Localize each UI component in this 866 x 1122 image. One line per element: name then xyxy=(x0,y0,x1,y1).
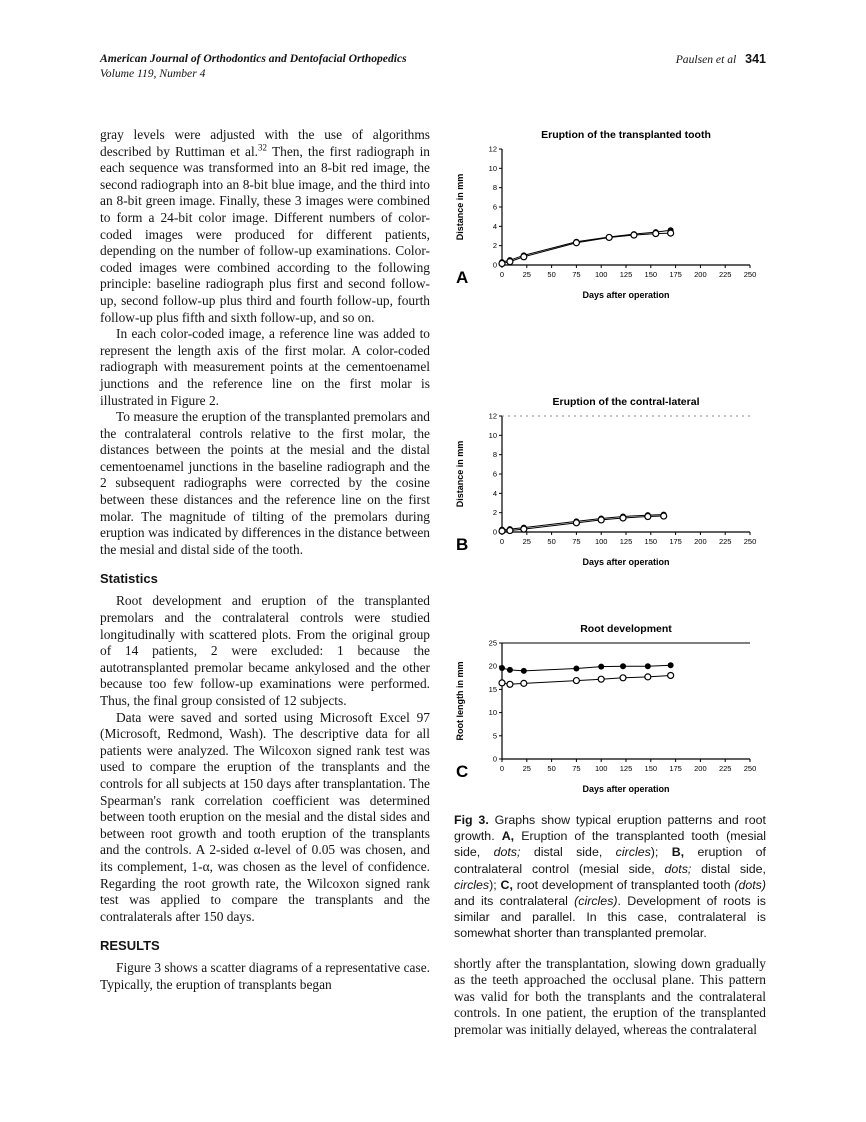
svg-text:8: 8 xyxy=(492,183,497,193)
paragraph-results-continued: shortly after the transplantation, slowing down gradually as the teeth approached the occlusal plane. This pattern was valid for both the transplants and the contralateral controls. In one patient, the eruption of the transplanted premolar was initially delayed, whereas the contralateral xyxy=(454,955,766,1037)
svg-text:100: 100 xyxy=(594,270,608,279)
svg-text:250: 250 xyxy=(743,537,757,546)
svg-text:250: 250 xyxy=(743,270,757,279)
svg-text:Eruption of the transplanted t: Eruption of the transplanted tooth xyxy=(541,129,711,141)
svg-text:175: 175 xyxy=(669,764,682,773)
svg-text:15: 15 xyxy=(488,684,497,694)
svg-text:175: 175 xyxy=(669,270,682,279)
svg-text:A: A xyxy=(456,268,469,287)
svg-text:25: 25 xyxy=(522,764,531,773)
heading-results: RESULTS xyxy=(100,938,160,954)
svg-text:Root length in mm: Root length in mm xyxy=(455,661,465,741)
svg-text:75: 75 xyxy=(572,270,581,279)
running-head xyxy=(676,52,766,66)
svg-text:C: C xyxy=(456,762,469,781)
svg-text:Days after operation: Days after operation xyxy=(582,290,670,300)
journal-info xyxy=(100,52,407,81)
svg-text:6: 6 xyxy=(492,202,497,212)
svg-text:8: 8 xyxy=(492,450,497,460)
left-column xyxy=(100,127,430,1039)
svg-text:0: 0 xyxy=(499,537,505,546)
svg-text:B: B xyxy=(456,535,469,554)
svg-text:225: 225 xyxy=(718,764,732,773)
svg-text:50: 50 xyxy=(547,270,556,279)
svg-text:20: 20 xyxy=(488,661,497,671)
svg-text:75: 75 xyxy=(572,537,581,546)
svg-text:Distance in mm: Distance in mm xyxy=(455,440,465,508)
svg-text:2: 2 xyxy=(492,241,497,251)
svg-text:10: 10 xyxy=(488,430,497,440)
svg-text:2: 2 xyxy=(492,508,497,518)
header-authors: Paulsen et al xyxy=(675,53,737,66)
svg-text:25: 25 xyxy=(522,270,531,279)
svg-text:Root development: Root development xyxy=(580,623,672,635)
svg-text:125: 125 xyxy=(619,537,633,546)
svg-text:12: 12 xyxy=(488,144,497,154)
svg-text:12: 12 xyxy=(488,411,497,421)
svg-text:200: 200 xyxy=(694,537,707,546)
svg-text:4: 4 xyxy=(492,488,497,498)
figure-caption: Fig 3. Graphs show typical eruption patterns and root growth. A, Eruption of the transplanted tooth (mesial side, dots; distal side, circles); B, eruption of contralateral control (mesial side, dots; distal side, circles); C, root development of transplanted tooth (dots) and its contralateral (circles). Development of roots is similar and parallel. In this case, contralateral is somewhat shorter than transplanted premolar. xyxy=(454,813,767,941)
chart-b-eruption-contralateral xyxy=(454,394,764,577)
svg-text:150: 150 xyxy=(644,537,658,546)
svg-text:75: 75 xyxy=(572,764,581,773)
svg-text:25: 25 xyxy=(488,638,497,648)
two-column-layout xyxy=(100,127,766,1039)
svg-text:10: 10 xyxy=(488,163,497,173)
svg-text:10: 10 xyxy=(488,708,497,718)
heading-statistics: Statistics xyxy=(100,571,158,587)
paragraph-statistics-subjects: Root development and eruption of the transplanted premolars and the contralateral controls were studied longitudinally with scattered plots. From the original group of 14 patients, 2 were excluded: 1 because the autotransplanted premolar became ankylosed and the other because too few follow-up examinations were performed. Thus, the final group consisted of 12 subjects. xyxy=(100,593,430,708)
svg-text:0: 0 xyxy=(499,764,505,773)
journal-volume: Volume 119, Number 4 xyxy=(100,66,206,80)
right-column xyxy=(454,127,766,1039)
svg-text:25: 25 xyxy=(522,537,531,546)
svg-text:200: 200 xyxy=(694,270,707,279)
svg-text:125: 125 xyxy=(619,270,633,279)
svg-text:0: 0 xyxy=(492,260,497,270)
svg-text:Days after operation: Days after operation xyxy=(582,557,670,567)
svg-text:150: 150 xyxy=(644,270,658,279)
svg-text:225: 225 xyxy=(718,537,732,546)
chart-c-root-development xyxy=(454,621,764,804)
paragraph-gray-levels: gray levels were adjusted with the use of algorithms described by Ruttiman et al.$^{32}$ Then, the first radiograph in each sequence was transformed into an 8-bit red image, the second radiograph into an 8-bit blue image, and the third into an 8-bit green image. Finally, these 3 images were combined to form a 24-bit color image. Different numbers of color-coded images were produced for different patients, depending on the number of follow-up examinations. Color-coded images were combined according to the following principle: baseline radiograph plus first and second follow-up, second follow-up plus third and fourth follow-up, fourth follow-up plus fifth and sixth follow-up, and so on. xyxy=(100,127,430,325)
page-header xyxy=(100,52,766,81)
paragraph-measurement-method: To measure the eruption of the transplanted premolars and the contralateral controls relative to the first molar, the distances between the points at the mesial and the distal cementoenamel junctions in the baseline radiograph and the 2 subsequent radiographs were corrected by the cosine between these distances and the reference line on the first molar. The magnitude of tilting of the premolars during eruption was indicated by differences in the distance between the mesial and distal side of the tooth. xyxy=(100,409,430,557)
svg-text:50: 50 xyxy=(547,537,556,546)
chart-a-eruption-transplanted xyxy=(454,127,764,310)
svg-text:150: 150 xyxy=(644,764,658,773)
svg-text:100: 100 xyxy=(594,764,608,773)
svg-text:50: 50 xyxy=(547,764,556,773)
svg-text:5: 5 xyxy=(492,731,497,741)
svg-text:Distance in mm: Distance in mm xyxy=(455,173,465,241)
svg-text:4: 4 xyxy=(492,221,497,231)
svg-text:6: 6 xyxy=(492,469,497,479)
svg-text:100: 100 xyxy=(594,537,608,546)
svg-text:Eruption of the contral-latera: Eruption of the contral-lateral xyxy=(552,396,700,408)
paragraph-statistics-tests: Data were saved and sorted using Microsoft Excel 97 (Microsoft, Redmond, Wash). The descriptive data for all patients were analyzed. The Wilcoxon signed rank test was used to compare the eruption of the transplants and the controls for all subjects at 150 days after transplantation. The Spearman's rank correlation coefficient was determined between tooth eruption on the mesial and the distal sides and between root growth and tooth eruption of the transplants and the controls. A 2-sided α-level of 0.05 was chosen, and its complement, 1-α, was chosen as the level of confidence. Regarding the root growth rate, the Wilcoxon signed rank test was applied to compare the transplants and the contralaterals after 150 days. xyxy=(100,709,430,924)
svg-text:0: 0 xyxy=(492,527,497,537)
paragraph-reference-line: In each color-coded image, a reference line was added to represent the length axis of the first molar. A color-coded radiograph with measurement points at the cementoenamel junctions and the reference line on the first molar is illustrated in Figure 2. xyxy=(100,326,430,408)
svg-text:0: 0 xyxy=(492,754,497,764)
header-page-number: 341 xyxy=(745,52,766,66)
svg-text:225: 225 xyxy=(718,270,732,279)
svg-text:0: 0 xyxy=(499,270,505,279)
paragraph-results-intro: Figure 3 shows a scatter diagrams of a representative case. Typically, the eruption of transplants began xyxy=(100,960,430,992)
svg-text:175: 175 xyxy=(669,537,682,546)
svg-text:Days after operation: Days after operation xyxy=(582,784,670,794)
svg-text:200: 200 xyxy=(694,764,707,773)
svg-text:250: 250 xyxy=(743,764,757,773)
journal-title: American Journal of Orthodontics and Dentofacial Orthopedics xyxy=(100,52,407,65)
svg-text:125: 125 xyxy=(619,764,633,773)
